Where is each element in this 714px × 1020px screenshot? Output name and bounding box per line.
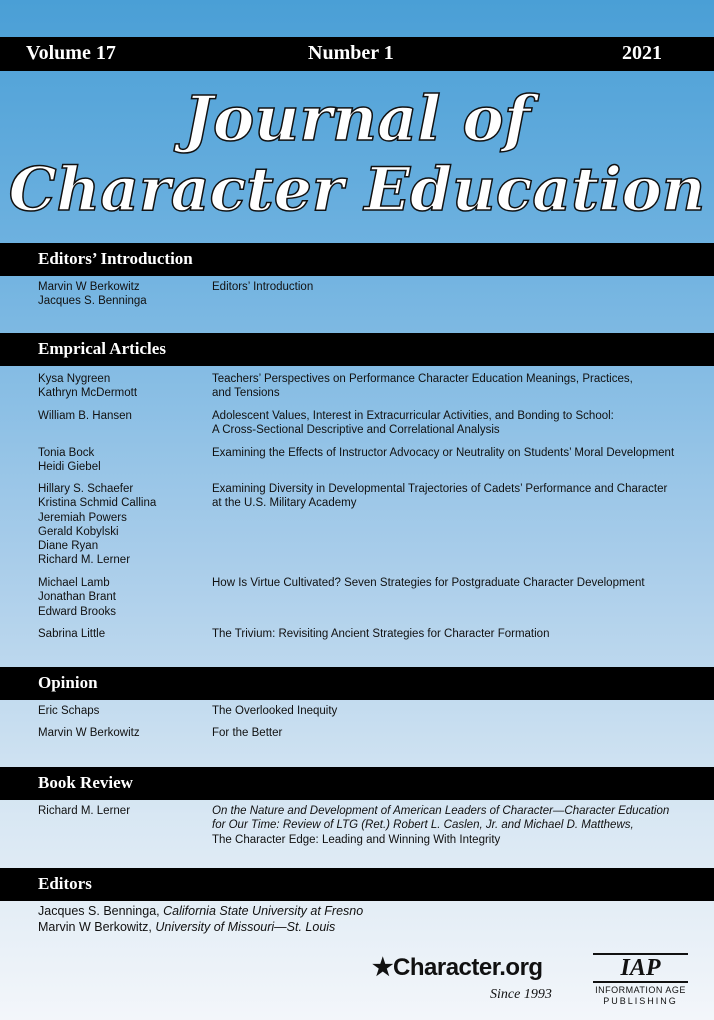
author-name: Jacques S. Benninga [38,295,147,308]
author-name: Jonathan Brant [38,591,117,604]
author-name: Edward Brooks [38,605,116,618]
entry-title [212,372,692,401]
section-header-empirical-articles [0,333,714,366]
author-name: Marvin W Berkowitz [38,727,140,739]
title-line: On the Nature and Development of American Leaders of Character—Character Education [212,805,670,817]
entry-authors [38,280,208,309]
title-line: A Cross-Sectional Descriptive and Correlational Analysis [212,424,500,437]
editor-affiliation: California State University at Fresno [163,904,364,918]
entry-title [212,409,692,438]
author-name: Eric Schaps [38,705,100,717]
entry-title [212,482,692,511]
author-name: Jeremiah Powers [38,511,127,524]
author-name: Tonia Bock [38,447,95,459]
entry-authors [38,372,208,401]
title-line: The Character Edge: Leading and Winning With Integrity [212,833,501,846]
author-name: Michael Lamb [38,577,110,589]
author-name: Gerald Kobylski [38,525,119,538]
header-bar [0,37,714,71]
entry-authors [38,446,208,475]
entry-title [212,627,692,641]
title-line: Adolescent Values, Interest in Extracurricular Activities, and Bonding to School: [212,410,614,422]
editor-entry [38,919,363,935]
title-line: for Our Time: Review of LTG (Ret.) Robert L. Caslen, Jr. and Michael D. Matthews, [212,819,634,832]
entry-authors [38,409,208,423]
author-name: William B. Hansen [38,410,132,422]
entry-title [212,280,692,294]
author-name: Richard M. Lerner [38,554,131,567]
author-name: Sabrina Little [38,628,106,640]
title-line: Examining Diversity in Developmental Trajectories of Cadets’ Performance and Character [212,483,668,495]
character-org-logo: ★Character.org [372,954,543,981]
title-line: How Is Virtue Cultivated? Seven Strategies for Postgraduate Character Development [212,577,645,589]
author-name: Hillary S. Schaefer [38,483,134,495]
section-heading: Emprical Articles [38,339,166,358]
section-header-book-review [0,767,714,800]
entry-authors [38,627,208,641]
title-line: For the Better [212,727,283,739]
editors-list [38,903,363,935]
author-name: Kathryn McDermott [38,387,138,400]
author-name: Diane Ryan [38,540,99,553]
entry-authors [38,726,208,740]
author-name: Kristina Schmid Callina [38,497,157,510]
editor-affiliation: University of Missouri—St. Louis [155,920,336,934]
title-line: The Overlooked Inequity [212,705,338,717]
title-line: Examining the Effects of Instructor Advocacy or Neutrality on Students’ Moral Development [212,447,675,459]
entry-title [212,576,692,590]
author-name: Kysa Nygreen [38,373,111,385]
entry-title [212,446,692,460]
title-line: Editors’ Introduction [212,281,314,293]
section-heading: Opinion [38,673,98,692]
title-line: Teachers’ Perspectives on Performance Character Education Meanings, Practices, [212,373,633,385]
author-name: Richard M. Lerner [38,805,131,817]
iap-subtitle-line2: PUBLISHING [603,996,678,1006]
title-line: and Tensions [212,387,280,400]
entry-authors [38,704,208,718]
entry-authors [38,482,208,568]
author-name: Marvin W Berkowitz [38,281,140,293]
entry-authors [38,576,208,619]
author-name: Heidi Giebel [38,461,101,474]
year-label: 2021 [622,42,662,64]
journal-title-line2: Character Education [8,155,706,225]
entry-authors [38,804,208,818]
section-header-editors [0,868,714,901]
editor-entry [38,903,363,919]
section-heading: Editors’ Introduction [38,249,193,268]
editor-name: Marvin W Berkowitz, [38,920,152,934]
editor-name: Jacques S. Benninga, [38,904,160,918]
since-tagline: Since 1993 [490,987,552,1002]
volume-label: Volume 17 [26,42,116,64]
title-line: The Trivium: Revisiting Ancient Strategies for Character Formation [212,628,550,640]
iap-mark: IAP [593,953,688,983]
journal-title-line1: Journal of [183,82,531,155]
section-heading: Editors [38,874,92,893]
entry-title [212,804,692,847]
entry-title [212,704,692,718]
entry-title [212,726,692,740]
iap-logo [593,953,688,1007]
section-header-editors-introduction [0,243,714,276]
title-line: at the U.S. Military Academy [212,497,357,510]
section-header-opinion [0,667,714,700]
section-heading: Book Review [38,773,133,792]
iap-subtitle-line1: INFORMATION AGE [595,985,686,995]
issue-number-label: Number 1 [308,42,394,64]
